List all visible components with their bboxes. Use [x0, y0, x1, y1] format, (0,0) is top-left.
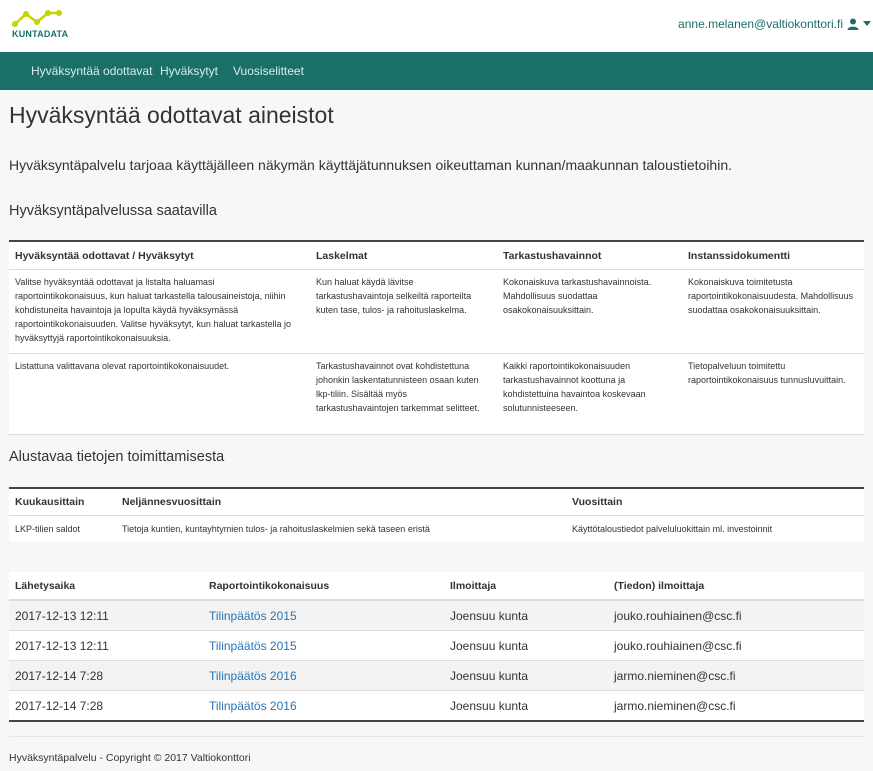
- table-row[interactable]: [9, 600, 864, 631]
- schedule-heading: Alustavaa tietojen toimittamisesta: [9, 449, 225, 465]
- column-header-reporting-entity[interactable]: Raportointikokonaisuus: [203, 572, 444, 600]
- user-email: anne.melanen@valtiokonttori.fi: [678, 17, 843, 31]
- nav-item-pending[interactable]: Hyväksyntää odottavat: [31, 64, 153, 78]
- reporter: Joensuu kunta: [444, 600, 608, 631]
- user-icon: [847, 18, 859, 30]
- table-cell: Listattuna valittavana olevat raportointikokonaisuudet.: [9, 354, 310, 435]
- column-header-sent-time[interactable]: Lähetysaika: [9, 572, 203, 600]
- kuntadata-logo[interactable]: [12, 8, 69, 42]
- footer-divider: [9, 736, 864, 737]
- table-header-row: [9, 241, 864, 270]
- table-cell: Kaikki raportointikokonaisuuden tarkastushavainnot koottuna ja kohdistettuina havaintoa koskevaan solutunnisteeseen.: [497, 354, 682, 435]
- table-row[interactable]: [9, 661, 864, 691]
- table-cell: LKP-tilien saldot: [15, 524, 81, 534]
- reporting-entity-link[interactable]: Tilinpäätös 2016: [209, 698, 297, 713]
- page-title: Hyväksyntää odottavat aineistot: [9, 102, 334, 128]
- table-cell: Kokonaiskuva tarkastushavainnoista. Mahdollisuus suodattaa osakokonaisuuksittain.: [497, 270, 682, 354]
- data-reporter-email: jouko.rouhiainen@csc.fi: [608, 631, 864, 661]
- table-row: [9, 516, 864, 543]
- table-header-row: [9, 488, 864, 516]
- chevron-down-icon: [863, 21, 871, 27]
- column-header: Laskelmat: [310, 241, 497, 270]
- column-header-reporter[interactable]: Ilmoittaja: [444, 572, 608, 600]
- available-table: [9, 240, 864, 435]
- data-reporter-email: jarmo.nieminen@csc.fi: [608, 661, 864, 691]
- data-reporter-email: jarmo.nieminen@csc.fi: [608, 691, 864, 722]
- user-menu[interactable]: [678, 17, 871, 31]
- table-cell: Tarkastushavainnot ovat kohdistettuna johonkin laskentatunnisteen osaan kuten lkp-tiliin. Sisältää myös tarkastushavaintojen tarkemmat selitteet.: [310, 354, 497, 435]
- reporting-entity-link[interactable]: Tilinpäätös 2015: [209, 608, 297, 623]
- table-cell: Tietopalveluun toimitettu raportointikokonaisuus tunnusluvuittain.: [682, 354, 864, 435]
- reporting-entity-link[interactable]: Tilinpäätös 2015: [209, 638, 297, 653]
- logo-text: KUNTADATA: [12, 29, 69, 39]
- column-header: Vuosittain: [566, 488, 864, 516]
- table-row: [9, 270, 864, 354]
- available-heading: Hyväksyntäpalvelussa saatavilla: [9, 203, 217, 219]
- column-header: Hyväksyntää odottavat / Hyväksytyt: [9, 241, 310, 270]
- nav-item-annual-notes[interactable]: Vuosiselitteet: [233, 64, 304, 78]
- table-row[interactable]: [9, 691, 864, 722]
- reporter: Joensuu kunta: [444, 661, 608, 691]
- table-header-row: [9, 572, 864, 600]
- table-cell: Kokonaiskuva toimitetusta raportointikokonaisuudesta. Mahdollisuus suodattaa osakokonaisuuksittain.: [682, 270, 864, 354]
- page-intro: Hyväksyntäpalvelu tarjoaa käyttäjälleen näkymän käyttäjätunnuksen oikeuttaman kunnan/maakunnan taloustietoihin.: [9, 157, 733, 173]
- reporter: Joensuu kunta: [444, 631, 608, 661]
- column-header: Kuukausittain: [9, 488, 116, 516]
- reporter: Joensuu kunta: [444, 691, 608, 722]
- nav-item-approved[interactable]: Hyväksytyt: [160, 64, 219, 78]
- footer-copyright: Hyväksyntäpalvelu - Copyright © 2017 Valtiokonttori: [9, 752, 251, 764]
- submissions-table: [9, 572, 864, 722]
- column-header: Neljännesvuosittain: [116, 488, 566, 516]
- column-header: Tarkastushavainnot: [497, 241, 682, 270]
- logo-graph-icon: [12, 8, 62, 30]
- main-nav: [0, 52, 873, 90]
- reporting-entity-link[interactable]: Tilinpäätös 2016: [209, 668, 297, 683]
- schedule-table: [9, 487, 864, 542]
- table-cell: Tietoja kuntien, kuntayhtymien tulos- ja rahoituslaskelmien sekä taseen eristä: [122, 524, 430, 534]
- table-cell: Kun haluat käydä lävitse tarkastushavaintoja selkeiltä raporteilta kuten tase, tulos- ja rahoituslaskelma.: [310, 270, 497, 354]
- data-reporter-email: jouko.rouhiainen@csc.fi: [608, 600, 864, 631]
- sent-time: 2017-12-13 12:11: [9, 600, 203, 631]
- table-cell: Valitse hyväksyntää odottavat ja listalta haluamasi raportointikokonaisuus, kun haluat tarkastella talousaineistoja, niihin kohdistuneita havaintoja ja lopulta käydä hyväksymässä raportointikokonaisuuden. Valitse hyväksytyt, kun haluat tarkastella jo hyväksyttyjä raportointikokonaisuuksia.: [9, 270, 310, 354]
- sent-time: 2017-12-13 12:11: [9, 631, 203, 661]
- top-header: [0, 0, 873, 52]
- sent-time: 2017-12-14 7:28: [9, 691, 203, 722]
- sent-time: 2017-12-14 7:28: [9, 661, 203, 691]
- column-header-data-reporter[interactable]: (Tiedon) ilmoittaja: [608, 572, 864, 600]
- table-row: [9, 354, 864, 435]
- table-row[interactable]: [9, 631, 864, 661]
- column-header: Instanssidokumentti: [682, 241, 864, 270]
- table-cell: Käyttötaloustiedot palveluluokittain ml. investoinnit: [572, 524, 773, 534]
